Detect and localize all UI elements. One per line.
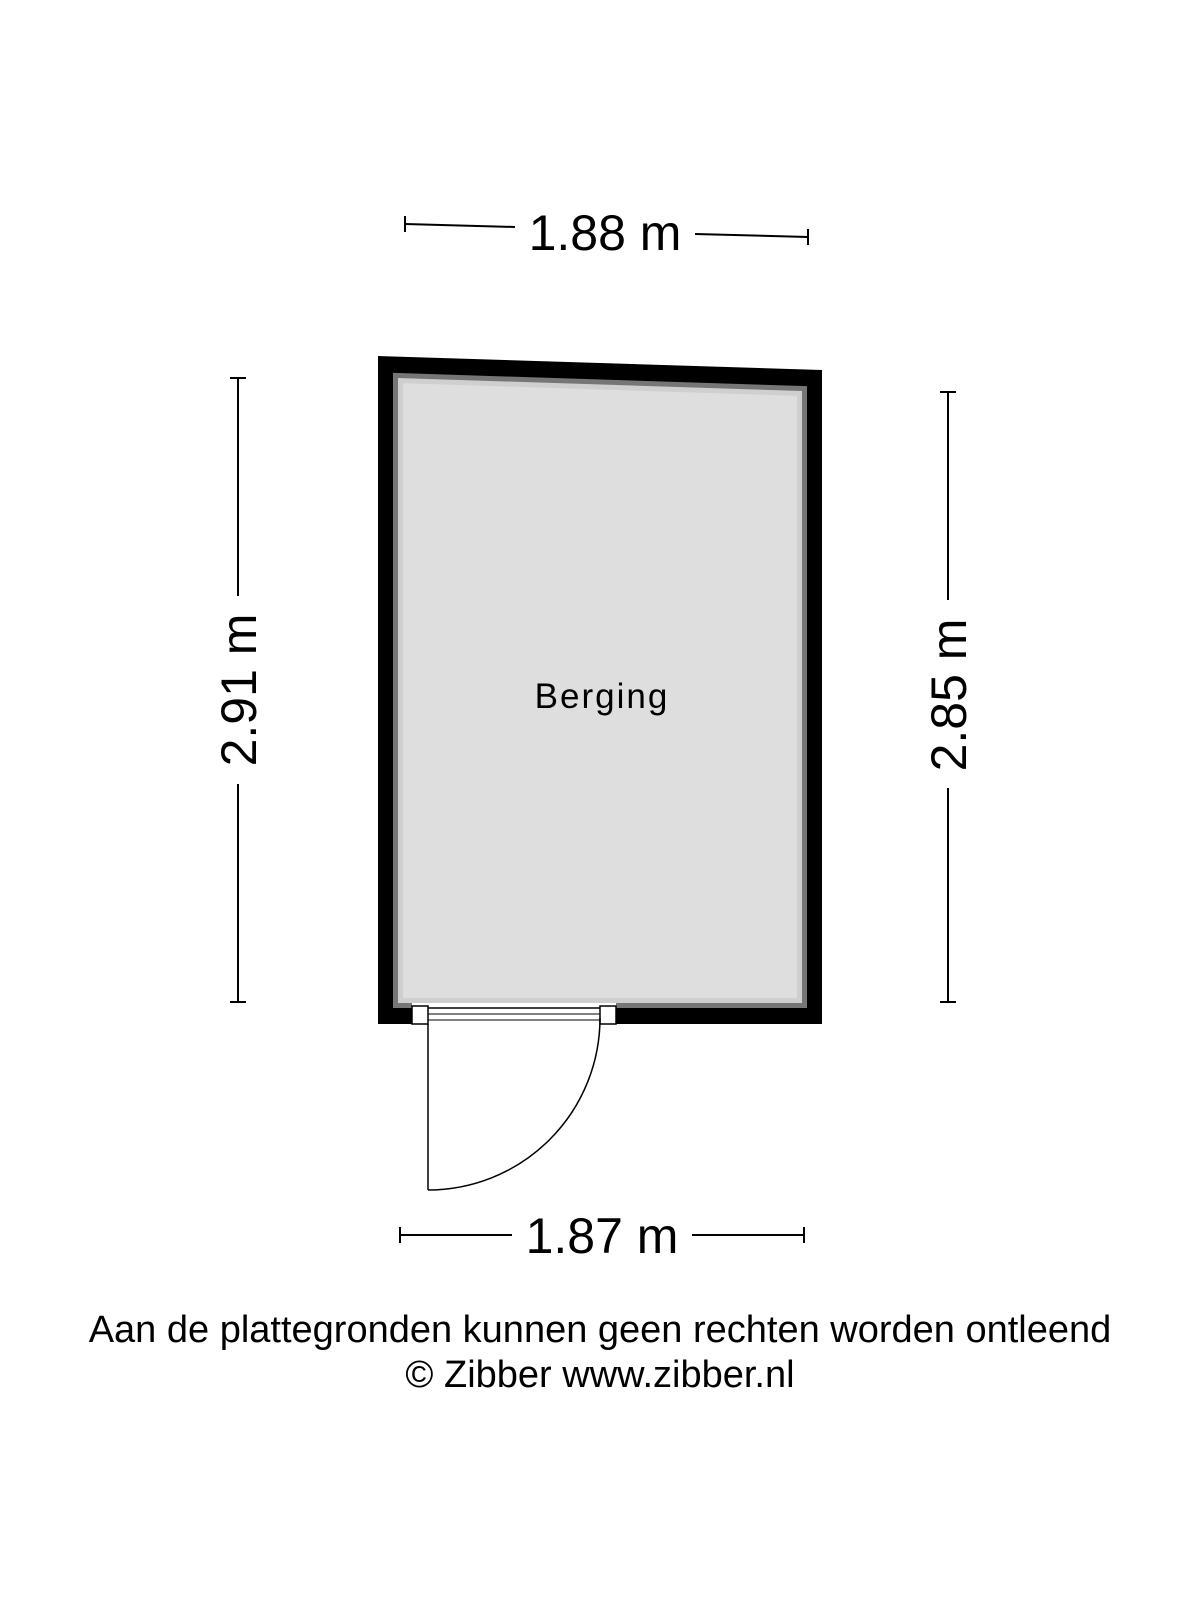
copyright-text: © Zibber www.zibber.nl: [405, 1354, 795, 1396]
room-label: Berging: [534, 677, 670, 716]
dimension-bottom: [400, 1208, 804, 1264]
door-opening: [412, 1003, 616, 1024]
dimension-right-label: 2.85 m: [921, 618, 977, 772]
dimension-right: [921, 392, 977, 1002]
door-jamb-right: [600, 1006, 616, 1024]
door-swing: [428, 1018, 600, 1190]
disclaimer-text: Aan de plattegronden kunnen geen rechten worden ontleend: [88, 1309, 1112, 1351]
dimension-top: [405, 205, 808, 261]
dimension-left-label: 2.91 m: [211, 613, 267, 767]
footer: [0, 1308, 1200, 1398]
dimension-left: [211, 378, 267, 1002]
dimension-line: [405, 224, 515, 227]
door-swing-arc: [428, 1018, 600, 1190]
dimension-top-label: 1.88 m: [528, 205, 682, 261]
door-jamb-left: [412, 1006, 428, 1024]
dimension-line: [695, 234, 808, 237]
dimension-bottom-label: 1.87 m: [525, 1208, 679, 1264]
